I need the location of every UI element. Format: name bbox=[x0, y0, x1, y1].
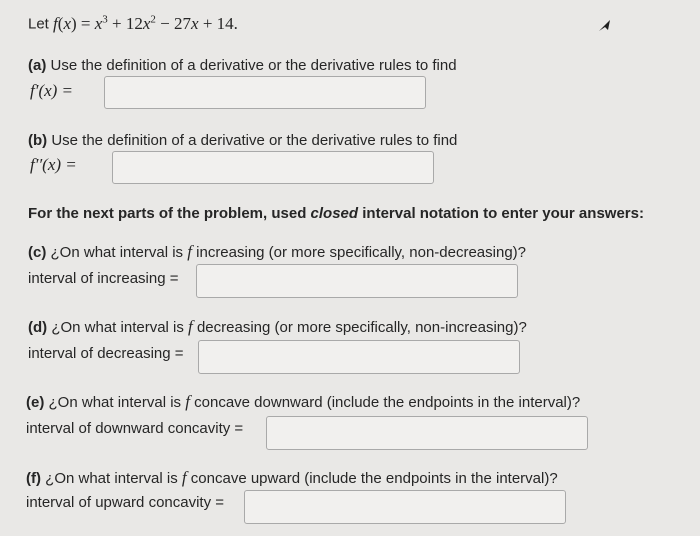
part-b-label: (b) bbox=[28, 132, 48, 149]
part-f-field-label: interval of upward concavity = bbox=[26, 494, 225, 511]
part-d-text-after: decreasing (or more specifically, non-increasing)? bbox=[196, 319, 527, 336]
part-a-text: Use the definition of a derivative or the derivative rules to find bbox=[50, 57, 457, 74]
part-a-prompt: f′(x) = bbox=[30, 81, 74, 100]
part-c-text-before: ¿On what interval is bbox=[50, 244, 184, 261]
part-d-question bbox=[28, 317, 527, 337]
part-f-text-before: ¿On what interval is bbox=[45, 470, 178, 487]
part-c-answer-input[interactable] bbox=[196, 264, 518, 298]
part-d-text-before: ¿On what interval is bbox=[51, 319, 184, 336]
part-e-text-before: ¿On what interval is bbox=[48, 394, 182, 411]
part-d-var: f bbox=[188, 317, 193, 336]
let-label: Let bbox=[28, 15, 49, 33]
part-b-prompt: f′′(x) = bbox=[30, 155, 77, 174]
part-c-text-after: increasing (or more specifically, non-decreasing)? bbox=[196, 244, 527, 261]
part-f-text-after: concave upward (include the endpoints in the interval)? bbox=[190, 470, 558, 487]
part-d-answer-input[interactable] bbox=[198, 340, 520, 374]
part-e-answer-input[interactable] bbox=[266, 416, 588, 450]
part-b-answer-input[interactable] bbox=[112, 151, 434, 184]
part-a-instruction bbox=[28, 57, 457, 74]
instructions-emphasis: closed bbox=[310, 205, 359, 222]
part-d-label: (d) bbox=[28, 319, 48, 336]
part-a-answer-input[interactable] bbox=[104, 76, 426, 109]
part-d-field-label: interval of decreasing = bbox=[28, 345, 184, 362]
part-f-question bbox=[26, 468, 558, 488]
part-b-text: Use the definition of a derivative or the derivative rules to find bbox=[51, 132, 458, 149]
part-e-label: (e) bbox=[26, 394, 45, 411]
instructions-after: interval notation to enter your answers: bbox=[362, 205, 644, 222]
function-expression: $f(x) = x^3 + 12x^2 - 27x + 14$. bbox=[53, 13, 238, 33]
part-a-label: (a) bbox=[28, 57, 47, 74]
part-b-instruction bbox=[28, 132, 457, 149]
part-c-label: (c) bbox=[28, 244, 47, 261]
part-f-label: (f) bbox=[26, 470, 41, 487]
part-e-question bbox=[26, 392, 580, 412]
problem-statement bbox=[28, 13, 238, 34]
part-e-var: f bbox=[185, 392, 190, 411]
interval-instructions bbox=[28, 205, 644, 222]
part-e-field-label: interval of downward concavity = bbox=[26, 420, 244, 437]
mouse-pointer-icon bbox=[598, 19, 612, 33]
part-c-question bbox=[28, 242, 526, 262]
part-c-field-label: interval of increasing = bbox=[28, 270, 179, 287]
part-f-var: f bbox=[181, 468, 187, 487]
part-c-var: f bbox=[187, 242, 192, 261]
instructions-before: For the next parts of the problem, used bbox=[28, 205, 307, 222]
part-e-text-after: concave downward (include the endpoints in the interval)? bbox=[194, 394, 581, 411]
part-f-answer-input[interactable] bbox=[244, 490, 566, 524]
